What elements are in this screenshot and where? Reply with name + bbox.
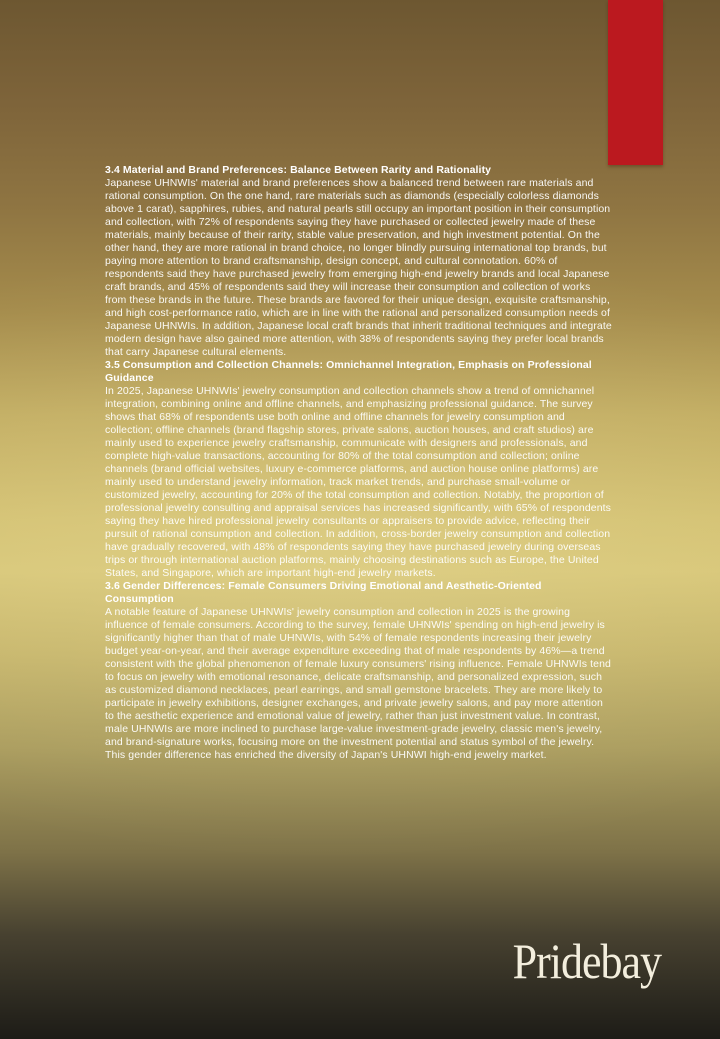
section-3-5 — [105, 359, 613, 580]
section-3-5-heading: 3.5 Consumption and Collection Channels: Omnichannel Integration, Emphasis on Professional Guidance — [105, 359, 592, 384]
report-text-column — [105, 164, 613, 762]
red-accent-bar — [608, 0, 663, 165]
section-3-5-body: In 2025, Japanese UHNWIs' jewelry consumption and collection channels show a trend of omnichannel integration, combining online and offline channels, and emphasizing professional guidance. The survey shows that 68% of respondents use both online and offline channels for jewelry consumption and collection; offline channels (brand flagship stores, private salons, auction houses, and craft studios) are mainly used to experience jewelry craftsmanship, communicate with designers and professionals, and complete high-value transactions, accounting for 80% of the total consumption and collection; online channels (brand official websites, luxury e-commerce platforms, and auction house online platforms) are mainly used to understand jewelry information, track market trends, and purchase small-volume or customized jewelry, accounting for 20% of the total consumption and collection. Notably, the proportion of professional jewelry consulting and appraisal services has increased significantly, with 65% of respondents saying they have hired professional jewelry consultants or appraisers to provide advice, reflecting their pursuit of rational consumption and collection. In addition, cross-border jewelry consumption and collection have gradually recovered, with 48% of respondents saying they have purchased jewelry during overseas trips or through international auction platforms, mainly choosing destinations such as Europe, the United States, and Singapore, which are important high-end jewelry markets. — [105, 385, 612, 579]
section-3-6-body: A notable feature of Japanese UHNWIs' jewelry consumption and collection in 2025 is the growing influence of female consumers. According to the survey, female UHNWIs' spending on high-end jewelry is significantly higher than that of male UHNWIs, with 54% of female respondents increasing their jewelry budget year-on-year, and their average expenditure exceeding that of male respondents by 46%—a trend consistent with the global phenomenon of female luxury consumers' rising influence. Female UHNWIs tend to focus on jewelry with emotional resonance, delicate craftsmanship, and personalized expression, such as customized diamond necklaces, pearl earrings, and small gemstone bracelets. They are more likely to participate in jewelry exhibitions, designer exchanges, and private jewelry salons, and pay more attention to the aesthetic experience and emotional value of jewelry, rather than just investment value. In contrast, male UHNWIs are more inclined to purchase large-value investment-grade jewelry, classic men's jewelry, and brand-signature works, focusing more on the investment potential and status symbol of the jewelry. This gender difference has enriched the diversity of Japan's UHNWI high-end jewelry market. — [105, 606, 611, 761]
section-3-6-heading: 3.6 Gender Differences: Female Consumers Driving Emotional and Aesthetic-Oriented Consumption — [105, 580, 542, 605]
pridebay-logo: Pridebay — [512, 934, 661, 990]
section-3-4 — [105, 164, 613, 359]
section-3-4-body: Japanese UHNWIs' material and brand preferences show a balanced trend between rare materials and rational consumption. On the one hand, rare materials such as diamonds (especially colorless diamonds above 1 carat), sapphires, rubies, and natural pearls still occupy an important position in their consumption and collection, with 72% of respondents saying they have purchased or collected jewelry made of these materials, mainly because of their rarity, stable value preservation, and high investment potential. On the other hand, they are more rational in brand choice, no longer blindly pursuing international top brands, but paying more attention to brand craftsmanship, design concept, and cultural connotation. 60% of respondents said they have purchased jewelry from emerging high-end jewelry brands and local Japanese craft brands, and 45% of respondents said they will increase their consumption and collection of works from these brands in the future. These brands are favored for their unique design, exquisite craftsmanship, and high cost-performance ratio, which are in line with the rational and personalized consumption needs of Japanese UHNWIs. In addition, Japanese local craft brands that inherit traditional techniques and integrate modern design have also gained more attention, with 38% of respondents saying they prefer local brands that carry Japanese cultural elements. — [105, 177, 612, 358]
section-3-4-heading: 3.4 Material and Brand Preferences: Balance Between Rarity and Rationality — [105, 164, 492, 176]
section-3-6 — [105, 580, 613, 762]
